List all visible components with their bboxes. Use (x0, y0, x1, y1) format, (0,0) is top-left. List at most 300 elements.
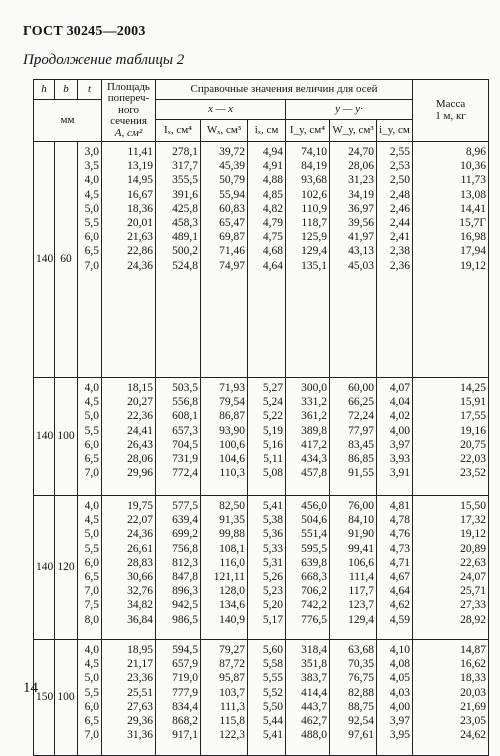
cell-value: 15,91 (460, 396, 487, 409)
cell-value: 4,00 (389, 700, 411, 713)
cell-value: 834,4 (172, 700, 198, 713)
cell-h: 140 (34, 378, 55, 496)
cell-t-column (78, 142, 102, 378)
cell-iy-column (286, 640, 330, 756)
cell-value: 28,06 (127, 453, 153, 466)
cell-value: 28,06 (348, 160, 374, 173)
cell-value: 5,22 (262, 410, 283, 423)
cell-value: 19,12 (460, 259, 487, 272)
cell-value: 668,3 (301, 571, 327, 584)
cell-value: 5,20 (262, 599, 283, 612)
cell-value: 7,5 (84, 599, 99, 612)
cell-value: 4,0 (84, 174, 99, 187)
cell-value: 34,82 (127, 599, 153, 612)
cell-value: 108,1 (219, 542, 245, 555)
cell-value: 3,97 (389, 715, 411, 728)
cell-value: 5,5 (84, 424, 99, 437)
cell-value: 17,32 (460, 514, 487, 527)
cell-value: 22,07 (127, 514, 153, 527)
cell-value: 69,87 (219, 231, 245, 244)
cell-iy-column (377, 496, 413, 640)
cell-value: 26,43 (127, 438, 153, 451)
cell-value: 5,5 (84, 686, 99, 699)
cell-value: 106,6 (348, 556, 374, 569)
cell-value: 5,0 (84, 528, 99, 541)
cell-value: 17,94 (460, 245, 487, 258)
cell-value: 45,39 (219, 160, 245, 173)
cell-b: 100 (55, 640, 78, 756)
cell-value: 20,03 (460, 686, 487, 699)
cell-value: 4,82 (262, 202, 283, 215)
cell-value: 128,0 (219, 585, 245, 598)
cell-t-column (78, 640, 102, 756)
cell-value: 4,94 (262, 146, 283, 158)
cell-value: 383,7 (301, 672, 327, 685)
cell-value: 847,8 (172, 571, 198, 584)
cell-value: 777,9 (172, 686, 198, 699)
cell-ix-column (156, 640, 201, 756)
cell-value: 5,55 (262, 672, 283, 685)
cell-value: 19,75 (127, 500, 153, 512)
cell-value: 22,36 (127, 410, 153, 423)
reference-values-header: Справочные значения величин для осей (156, 80, 413, 100)
cell-value: 13,19 (127, 160, 153, 173)
cell-iy-column (286, 496, 330, 640)
cell-value: 772,4 (172, 467, 198, 480)
cell-value: 4,79 (262, 217, 283, 230)
cell-value: 5,33 (262, 542, 283, 555)
cell-value: 917,1 (172, 729, 198, 742)
cell-value: 6,0 (84, 556, 99, 569)
cell-value: 776,5 (301, 613, 327, 626)
cell-value: 115,8 (219, 715, 245, 728)
cell-value: 4,71 (389, 556, 411, 569)
properties-table (33, 79, 489, 756)
cell-value: 457,8 (301, 467, 327, 480)
cell-value: 116,0 (219, 556, 245, 569)
cell-wx-column (201, 142, 248, 378)
cell-value: 5,0 (84, 672, 99, 685)
cell-value: 111,3 (219, 700, 245, 713)
cell-value: 4,5 (84, 188, 99, 201)
cell-value: 17,55 (460, 410, 487, 423)
cell-value: 462,7 (301, 715, 327, 728)
cell-value: 719,0 (172, 672, 198, 685)
cell-value: 5,0 (84, 410, 99, 423)
cell-value: 19,12 (460, 528, 487, 541)
cell-value: 3,95 (389, 729, 411, 742)
cell-value: 434,3 (301, 453, 327, 466)
cell-value: 27,63 (127, 700, 153, 713)
cell-value: 88,75 (348, 700, 374, 713)
cell-wy-column (330, 496, 377, 640)
cell-value: 39,56 (348, 217, 374, 230)
cell-value: 5,41 (262, 729, 283, 742)
cell-value: 5,5 (84, 217, 99, 230)
cell-value: 391,6 (172, 188, 198, 201)
cell-value: 7,0 (84, 259, 99, 272)
cell-value: 4,78 (389, 514, 411, 527)
cell-value: 500,2 (172, 245, 198, 258)
cell-value: 4,05 (389, 672, 411, 685)
cell-value: 65,47 (219, 217, 245, 230)
cell-value: 83,45 (348, 438, 374, 451)
cell-value: 79,54 (219, 396, 245, 409)
cell-value: 7,0 (84, 729, 99, 742)
cell-value: 23,52 (460, 467, 487, 480)
cell-value: 657,3 (172, 424, 198, 437)
cell-value: 55,94 (219, 188, 245, 201)
cell-value: 8,0 (84, 613, 99, 626)
cell-value: 20,75 (460, 438, 487, 451)
cell-value: 129,4 (348, 613, 374, 626)
cell-value: 18,95 (127, 644, 153, 656)
cell-value: 3,5 (84, 160, 99, 173)
cell-value: 6,5 (84, 571, 99, 584)
cell-value: 3,0 (84, 146, 99, 158)
cell-value: 118,7 (301, 217, 327, 230)
cell-value: 5,27 (262, 382, 283, 394)
cell-value: 125,9 (301, 231, 327, 244)
cell-value: 24,36 (127, 528, 153, 541)
axis-y-header: y — y· (286, 100, 413, 120)
cell-value: 31,23 (348, 174, 374, 187)
cell-value: 608,1 (172, 410, 198, 423)
cell-value: 8,96 (465, 146, 487, 158)
cell-value: 25,51 (127, 686, 153, 699)
cell-value: 4,02 (389, 410, 411, 423)
cell-value: 5,5 (84, 542, 99, 555)
cell-value: 22,63 (460, 556, 487, 569)
cell-value: 556,8 (172, 396, 198, 409)
cell-value: 595,5 (301, 542, 327, 555)
cell-value: 26,61 (127, 542, 153, 555)
cell-value: 36,97 (348, 202, 374, 215)
cell-value: 4,04 (389, 396, 411, 409)
cell-a-column (102, 496, 156, 640)
cell-value: 93,90 (219, 424, 245, 437)
cell-value: 15,50 (460, 500, 487, 512)
cell-value: 21,17 (127, 658, 153, 671)
cell-value: 5,58 (262, 658, 283, 671)
cell-value: 15,7Г (459, 217, 487, 230)
cell-value: 3,91 (389, 467, 411, 480)
cell-value: 489,1 (172, 231, 198, 244)
cell-value: 82,50 (219, 500, 245, 512)
cell-value: 117,7 (348, 585, 374, 598)
cell-value: 122,3 (219, 729, 245, 742)
cell-wy-column (330, 378, 377, 496)
cell-value: 639,4 (172, 514, 198, 527)
col-Wy: W_y, см³ (330, 120, 377, 142)
cell-value: 92,54 (348, 715, 374, 728)
cell-value: 39,72 (219, 146, 245, 158)
cell-value: 5,36 (262, 528, 283, 541)
cell-value: 4,0 (84, 644, 99, 656)
cell-value: 812,3 (172, 556, 198, 569)
cell-value: 11,73 (460, 174, 487, 187)
cell-value: 425,8 (172, 202, 198, 215)
cell-t-column (78, 378, 102, 496)
cell-value: 3,93 (389, 453, 411, 466)
cell-value: 5,24 (262, 396, 283, 409)
col-t: t (78, 80, 102, 100)
col-b: b (55, 80, 78, 100)
cell-value: 110,3 (219, 467, 245, 480)
cell-value: 28,83 (127, 556, 153, 569)
cell-value: 135,1 (301, 259, 327, 272)
cell-value: 4,64 (389, 585, 411, 598)
cell-mass-column (413, 496, 489, 640)
cell-value: 97,61 (348, 729, 374, 742)
cell-value: 45,03 (348, 259, 374, 272)
cell-value: 16,67 (127, 188, 153, 201)
cell-value: 43,13 (348, 245, 374, 258)
cell-t-column (78, 496, 102, 640)
cell-value: 24,36 (127, 259, 153, 272)
cell-value: 4,03 (389, 686, 411, 699)
cell-h: 140 (34, 496, 55, 640)
cell-value: 2,50 (389, 174, 411, 187)
cell-value: 4,0 (84, 382, 99, 394)
cell-wx-column (201, 640, 248, 756)
cell-iy-column (377, 378, 413, 496)
cell-value: 577,5 (172, 500, 198, 512)
cell-a-column (102, 142, 156, 378)
cell-value: 14,25 (460, 382, 487, 394)
cell-value: 82,88 (348, 686, 374, 699)
cell-iy-column (377, 142, 413, 378)
cell-value: 104,6 (219, 453, 245, 466)
cell-value: 24,07 (460, 571, 487, 584)
cell-mass-column (413, 378, 489, 496)
cell-value: 742,2 (301, 599, 327, 612)
cell-value: 13,08 (460, 188, 487, 201)
cell-value: 20,01 (127, 217, 153, 230)
cell-value: 91,55 (348, 467, 374, 480)
cell-value: 29,96 (127, 467, 153, 480)
cell-value: 134,6 (219, 599, 245, 612)
cell-value: 351,8 (301, 658, 327, 671)
cell-value: 361,2 (301, 410, 327, 423)
cell-value: 868,2 (172, 715, 198, 728)
cell-mass-column (413, 640, 489, 756)
table-caption: Продолжение таблицы 2 (23, 52, 185, 68)
col-Ix: Iₓ, см⁴ (156, 120, 201, 142)
cell-iy-column (286, 142, 330, 378)
cell-value: 504,6 (301, 514, 327, 527)
cell-value: 100,6 (219, 438, 245, 451)
cell-value: 24,70 (348, 146, 374, 158)
cell-b: 100 (55, 378, 78, 496)
cell-value: 23,36 (127, 672, 153, 685)
cell-value: 121,11 (213, 571, 245, 584)
cell-value: 71,93 (219, 382, 245, 394)
cell-value: 140,9 (219, 613, 245, 626)
cell-wy-column (330, 142, 377, 378)
cell-value: 639,8 (301, 556, 327, 569)
cell-value: 4,75 (262, 231, 283, 244)
cell-value: 24,41 (127, 424, 153, 437)
cell-value: 31,36 (127, 729, 153, 742)
cell-ix-column (156, 378, 201, 496)
cell-value: 318,4 (301, 644, 327, 656)
cell-value: 4,59 (389, 613, 411, 626)
cell-value: 6,0 (84, 231, 99, 244)
table-row (34, 496, 489, 640)
cell-value: 704,5 (172, 438, 198, 451)
cell-value: 5,52 (262, 686, 283, 699)
axis-x-header: x — x (156, 100, 286, 120)
cell-value: 74,10 (301, 146, 327, 158)
table-row (34, 142, 489, 378)
col-h: h (34, 80, 55, 100)
cell-value: 524,8 (172, 259, 198, 272)
cell-value: 18,15 (127, 382, 153, 394)
cell-value: 4,67 (389, 571, 411, 584)
cell-value: 355,5 (172, 174, 198, 187)
cell-value: 300,0 (301, 382, 327, 394)
cell-ix-column (248, 496, 286, 640)
cell-value: 10,36 (460, 160, 487, 173)
cell-mass-column (413, 142, 489, 378)
cell-value: 443,7 (301, 700, 327, 713)
cell-value: 706,2 (301, 585, 327, 598)
document-code: ГОСТ 30245—2003 (23, 24, 146, 39)
cell-wy-column (330, 640, 377, 756)
cell-value: 22,03 (460, 453, 487, 466)
cell-value: 63,68 (348, 644, 374, 656)
cell-value: 3,97 (389, 438, 411, 451)
cell-value: 2,44 (389, 217, 411, 230)
cell-value: 103,7 (219, 686, 245, 699)
cell-value: 389,8 (301, 424, 327, 437)
cell-value: 70,35 (348, 658, 374, 671)
cell-value: 84,19 (301, 160, 327, 173)
cell-value: 4,88 (262, 174, 283, 187)
cell-value: 2,55 (389, 146, 411, 158)
page-number: 14 (23, 680, 38, 696)
cell-value: 4,91 (262, 160, 283, 173)
cell-value: 87,72 (219, 658, 245, 671)
cell-value: 4,76 (389, 528, 411, 541)
cell-value: 896,3 (172, 585, 198, 598)
cell-value: 79,27 (219, 644, 245, 656)
cell-value: 4,5 (84, 658, 99, 671)
cell-value: 129,4 (301, 245, 327, 258)
cell-value: 942,5 (172, 599, 198, 612)
cell-value: 417,2 (301, 438, 327, 451)
cell-value: 458,3 (172, 217, 198, 230)
cell-value: 986,5 (172, 613, 198, 626)
cell-value: 4,73 (389, 542, 411, 555)
cell-value: 50,79 (219, 174, 245, 187)
cell-value: 11,41 (127, 146, 153, 158)
cell-value: 29,36 (127, 715, 153, 728)
cell-value: 84,10 (348, 514, 374, 527)
cell-value: 16,98 (460, 231, 487, 244)
cell-value: 41,97 (348, 231, 374, 244)
col-iy: i_y, см (377, 120, 413, 142)
cell-value: 4,68 (262, 245, 283, 258)
cell-wx-column (201, 496, 248, 640)
cell-value: 5,23 (262, 585, 283, 598)
cell-value: 74,97 (219, 259, 245, 272)
table-row (34, 378, 489, 496)
cell-ix-column (156, 496, 201, 640)
cell-value: 102,6 (301, 188, 327, 201)
cell-value: 503,5 (172, 382, 198, 394)
cell-value: 5,19 (262, 424, 283, 437)
cell-value: 71,46 (219, 245, 245, 258)
cell-value: 756,8 (172, 542, 198, 555)
cell-value: 77,97 (348, 424, 374, 437)
cell-value: 34,19 (348, 188, 374, 201)
cell-value: 731,9 (172, 453, 198, 466)
cell-value: 99,88 (219, 528, 245, 541)
cell-value: 5,38 (262, 514, 283, 527)
table-row (34, 640, 489, 756)
cell-value: 25,71 (460, 585, 487, 598)
cell-value: 5,08 (262, 467, 283, 480)
cell-value: 4,5 (84, 396, 99, 409)
cell-value: 331,2 (301, 396, 327, 409)
cell-value: 91,90 (348, 528, 374, 541)
cell-value: 5,41 (262, 500, 283, 512)
cell-value: 21,69 (460, 700, 487, 713)
cell-value: 22,86 (127, 245, 153, 258)
cell-value: 86,85 (348, 453, 374, 466)
cell-value: 4,0 (84, 500, 99, 512)
cell-b: 120 (55, 496, 78, 640)
cell-value: 5,31 (262, 556, 283, 569)
cell-value: 95,87 (219, 672, 245, 685)
cell-value: 60,83 (219, 202, 245, 215)
cell-value: 32,76 (127, 585, 153, 598)
cell-value: 5,60 (262, 644, 283, 656)
col-Wx: Wₓ, см³ (201, 120, 248, 142)
col-mass: Масса 1 м, кг (413, 80, 489, 142)
cell-value: 5,17 (262, 613, 283, 626)
cell-b: 60 (55, 142, 78, 378)
cell-value: 14,95 (127, 174, 153, 187)
col-Iy: I_y, см⁴ (286, 120, 330, 142)
cell-iy-column (377, 640, 413, 756)
col-area: Площадь попереч- ного сечения A, см² (102, 80, 156, 142)
cell-value: 2,36 (389, 259, 411, 272)
cell-value: 278,1 (172, 146, 198, 158)
cell-value: 2,48 (389, 188, 411, 201)
cell-value: 14,41 (460, 202, 487, 215)
cell-value: 488,0 (301, 729, 327, 742)
cell-value: 5,11 (263, 453, 283, 466)
cell-value: 93,68 (301, 174, 327, 187)
cell-value: 4,08 (389, 658, 411, 671)
cell-value: 6,5 (84, 715, 99, 728)
cell-value: 30,66 (127, 571, 153, 584)
cell-value: 2,53 (389, 160, 411, 173)
cell-value: 7,0 (84, 585, 99, 598)
cell-value: 21,63 (127, 231, 153, 244)
cell-value: 14,87 (460, 644, 487, 656)
cell-value: 4,64 (262, 259, 283, 272)
cell-value: 4,07 (389, 382, 411, 394)
cell-value: 19,16 (460, 424, 487, 437)
cell-value: 60,00 (348, 382, 374, 394)
cell-value: 76,75 (348, 672, 374, 685)
cell-value: 2,46 (389, 202, 411, 215)
cell-value: 699,2 (172, 528, 198, 541)
